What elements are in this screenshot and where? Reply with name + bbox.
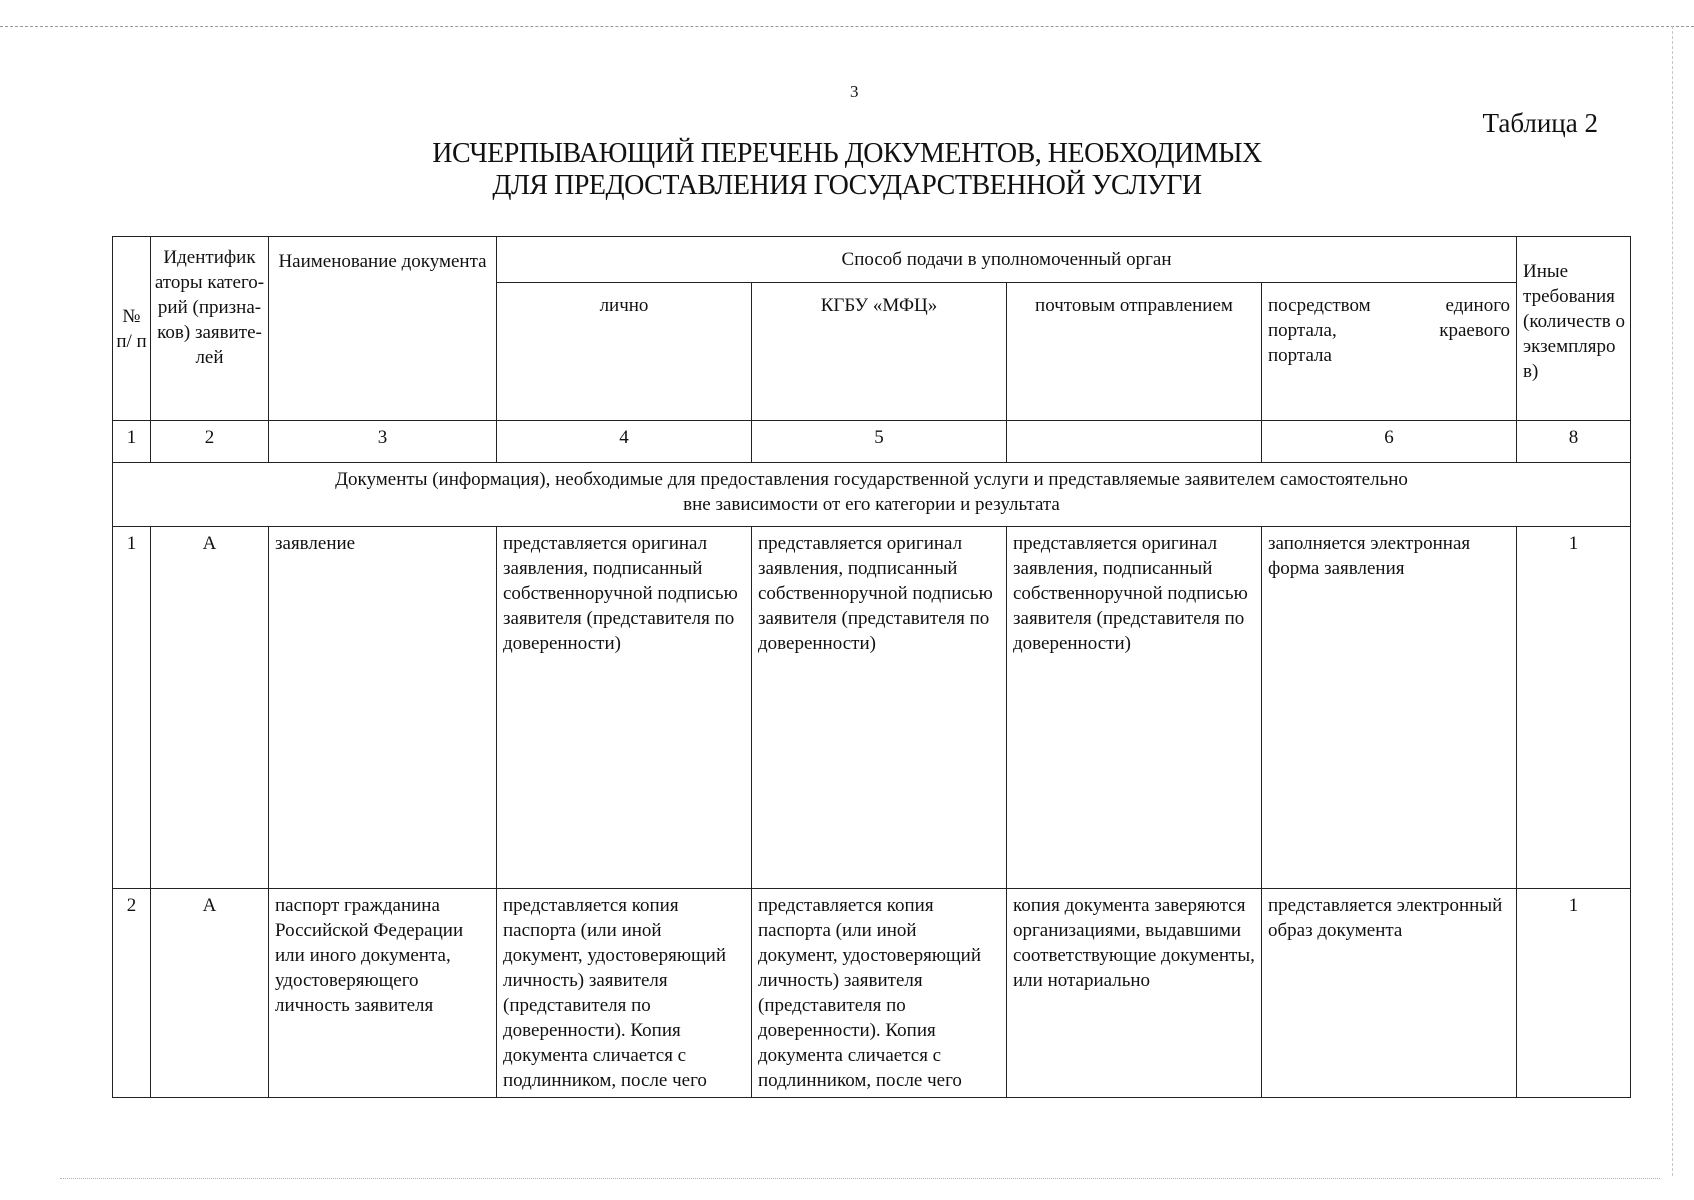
row-mfc: представляется оригинал заявления, подписанный собственноручной подписью заявителя (представителя по доверенности) xyxy=(752,527,1007,889)
section-title: Документы (информация), необходимые для предоставления государственной услуги и представляемые заявителем самостоятельно вне зависимости от его категории и результата xyxy=(113,463,1631,527)
row-document-name: паспорт гражданина Российской Федерации или иного документа, удостоверяющего личность заявителя xyxy=(269,889,497,1098)
section-row xyxy=(113,463,1631,527)
column-number: 8 xyxy=(1517,421,1631,463)
row-post: копия документа заверяются организациями, выдавшими соответствующие документы, или нотариально xyxy=(1007,889,1262,1098)
column-number: 3 xyxy=(269,421,497,463)
column-number-row xyxy=(113,421,1631,463)
document-heading xyxy=(0,138,1694,202)
table-row xyxy=(113,527,1631,889)
heading-line-2: ДЛЯ ПРЕДОСТАВЛЕНИЯ ГОСУДАРСТВЕННОЙ УСЛУГИ xyxy=(492,170,1202,201)
row-number: 2 xyxy=(113,889,151,1098)
column-number: 6 xyxy=(1262,421,1517,463)
scan-top-rule xyxy=(0,26,1694,27)
row-number: 1 xyxy=(113,527,151,889)
row-category: А xyxy=(151,527,269,889)
scan-bottom-rule xyxy=(60,1178,1660,1179)
column-number: 5 xyxy=(752,421,1007,463)
header-mfc: КГБУ «МФЦ» xyxy=(752,283,1007,421)
documents-table xyxy=(112,236,1631,1098)
row-category: А xyxy=(151,889,269,1098)
page-number: 3 xyxy=(850,82,859,101)
row-document-name: заявление xyxy=(269,527,497,889)
header-portal: посредством единого портала, краевого портала xyxy=(1262,283,1517,421)
header-number: № п/ п xyxy=(113,237,151,421)
row-post: представляется оригинал заявления, подписанный собственноручной подписью заявителя (представителя по доверенности) xyxy=(1007,527,1262,889)
header-post: почтовым отправлением xyxy=(1007,283,1262,421)
table-label: Таблица 2 xyxy=(1482,108,1598,138)
row-portal: представляется электронный образ документа xyxy=(1262,889,1517,1098)
header-document-name: Наименование документа xyxy=(269,237,497,421)
row-in-person: представляется копия паспорта (или иной документ, удостоверяющий личность) заявителя (представителя по доверенности). Копия документа сличается с подлинником, после чего xyxy=(497,889,752,1098)
column-number: 2 xyxy=(151,421,269,463)
row-portal: заполняется электронная форма заявления xyxy=(1262,527,1517,889)
heading-line-1: ИСЧЕРПЫВАЮЩИЙ ПЕРЕЧЕНЬ ДОКУМЕНТОВ, НЕОБХОДИМЫХ xyxy=(432,138,1262,169)
table-row xyxy=(113,889,1631,1098)
header-applicant-category: Идентифик аторы катего-рий (призна-ков) заявите-лей xyxy=(151,237,269,421)
header-submission-method: Способ подачи в уполномоченный орган xyxy=(497,237,1517,283)
header-other-requirements: Иные требования (количеств о экземпляро в) xyxy=(1517,237,1631,421)
column-number xyxy=(1007,421,1262,463)
row-mfc: представляется копия паспорта (или иной документ, удостоверяющий личность) заявителя (представителя по доверенности). Копия документа сличается с подлинником, после чего xyxy=(752,889,1007,1098)
row-other: 1 xyxy=(1517,889,1631,1098)
header-row-1 xyxy=(113,237,1631,283)
row-in-person: представляется оригинал заявления, подписанный собственноручной подписью заявителя (представителя по доверенности) xyxy=(497,527,752,889)
row-other: 1 xyxy=(1517,527,1631,889)
header-in-person: лично xyxy=(497,283,752,421)
column-number: 4 xyxy=(497,421,752,463)
column-number: 1 xyxy=(113,421,151,463)
